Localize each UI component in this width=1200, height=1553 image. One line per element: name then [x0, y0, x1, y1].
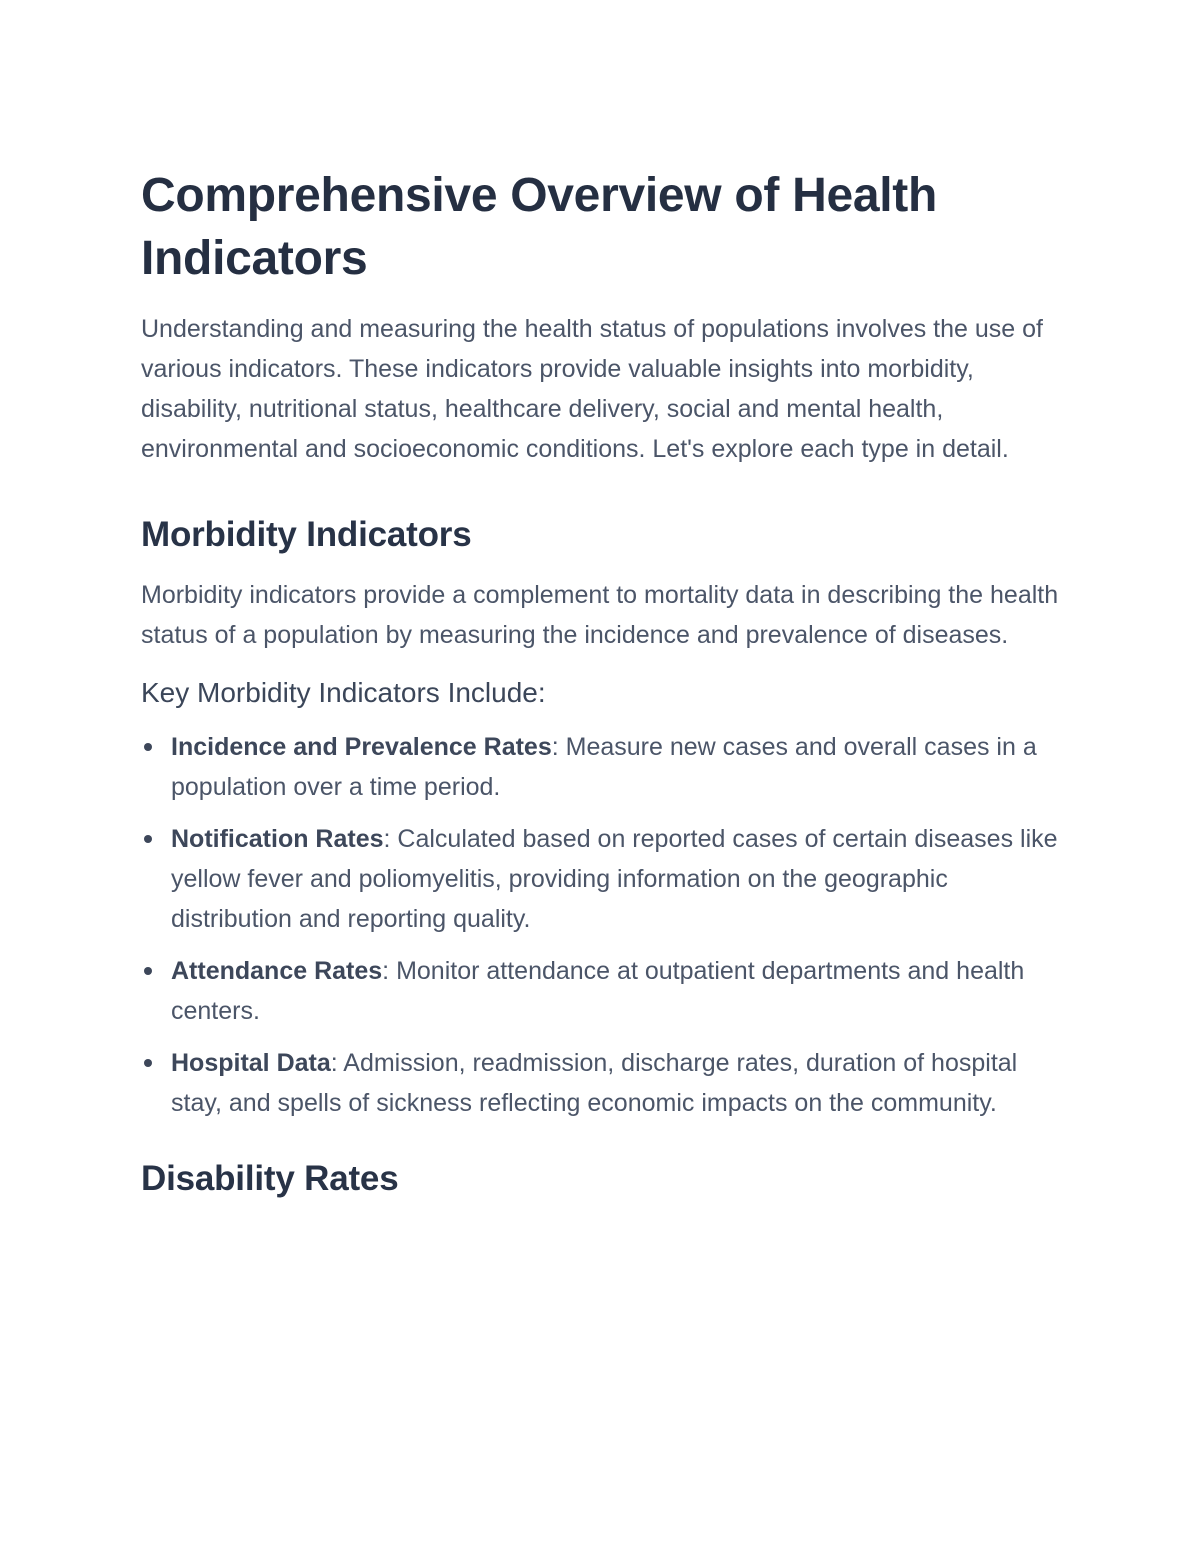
list-item-term: Notification Rates — [171, 825, 384, 853]
list-item-text: : Calculated based on reported cases of certain diseases like yellow fever and poliomyelitis, providing information on the geographic distribution and reporting quality. — [171, 825, 1058, 933]
list-item-text: : Measure new cases and overall cases in a population over a time period. — [171, 733, 1037, 801]
morbidity-paragraph: Morbidity indicators provide a complement to mortality data in describing the health status of a population by measuring the incidence and prevalence of diseases. — [141, 581, 1059, 649]
bullet-icon — [144, 743, 152, 751]
intro-paragraph: Understanding and measuring the health status of populations involves the use of various indicators. These indicators provide valuable insights into morbidity, disability, nutritional status, healthcare delivery, social and mental health, environmental and socioeconomic conditions. Let's explore each type in detail. — [141, 315, 1043, 463]
list-item-incidence-prevalence — [141, 727, 1066, 807]
list-item-hospital-data — [141, 1043, 1066, 1123]
list-item-text: : Admission, readmission, discharge rates, duration of hospital stay, and spells of sickness reflecting economic impacts on the community. — [171, 1049, 1018, 1117]
list-item-attendance-rates — [141, 951, 1066, 1031]
bullet-icon — [144, 967, 152, 975]
key-indicators-subheading: Key Morbidity Indicators Include: — [141, 677, 546, 708]
section-heading-disability: Disability Rates — [141, 1159, 399, 1198]
bullet-icon — [144, 1059, 152, 1067]
list-item-term: Hospital Data — [171, 1049, 331, 1077]
section-heading-morbidity: Morbidity Indicators — [141, 515, 472, 554]
list-item-term: Incidence and Prevalence Rates — [171, 733, 552, 761]
bullet-icon — [144, 835, 152, 843]
list-item-text: : Monitor attendance at outpatient departments and health centers. — [171, 957, 1025, 1025]
document-title: Comprehensive Overview of Health Indicators — [141, 169, 937, 285]
list-item-term: Attendance Rates — [171, 957, 383, 985]
list-item-notification-rates — [141, 819, 1066, 939]
morbidity-indicator-list — [141, 727, 1066, 1123]
document-page — [141, 164, 1066, 1203]
